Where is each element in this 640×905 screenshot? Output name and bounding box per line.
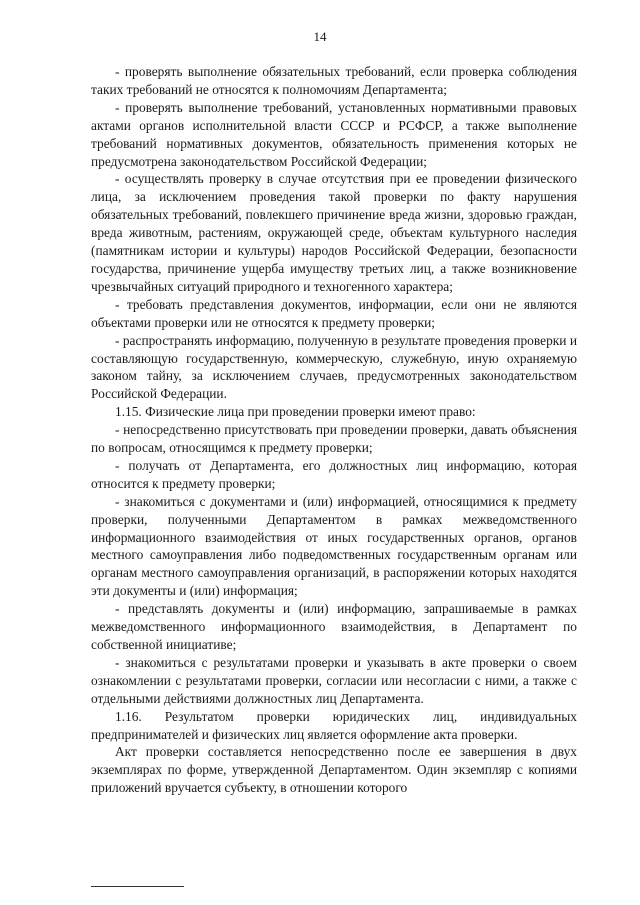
page-number: 14 bbox=[313, 29, 327, 44]
footnote-divider bbox=[91, 886, 184, 887]
paragraph-act: Акт проверки составляется непосредственно после ее завершения в двух экземплярах по форме, утвержденной Департаментом. Один экземпляр с копиями приложений вручается субъекту, в отношении которого bbox=[91, 744, 577, 796]
paragraph-prohibition-4: - требовать представления документов, информации, если они не являются объектами проверки или не относятся к предмету проверки; bbox=[91, 296, 577, 330]
document-body bbox=[91, 63, 577, 797]
paragraph-right-3: - знакомиться с документами и (или) информацией, относящимися к предмету проверки, полученными Департаментом в рамках межведомственного информационного взаимодействия от иных государственных органов, органов местного самоуправления либо подведомственных государственным органам или органам местного самоуправления организаций, в распоряжении которых находятся эти документы и (или) информация; bbox=[91, 493, 577, 599]
paragraph-right-1: - непосредственно присутствовать при проведении проверки, давать объяснения по вопросам, относящимся к предмету проверки; bbox=[91, 422, 577, 456]
paragraph-right-4: - представлять документы и (или) информацию, запрашиваемые в рамках межведомственного информационного взаимодействия, в Департамент по собственной инициативе; bbox=[91, 601, 577, 652]
paragraph-prohibition-5: - распространять информацию, полученную в результате проведения проверки и составляющую государственную, коммерческую, служебную, иную охраняемую законом тайну, за исключением случаев, предусмотренных законодательством Российской Федерации. bbox=[91, 332, 577, 402]
paragraph-prohibition-2: - проверять выполнение требований, установленных нормативными правовых актами органов исполнительной власти СССР и РСФСР, а также выполнение требований нормативных документов, обязательность применения которых не предусмотрена законодательством Российской Федерации; bbox=[91, 99, 577, 169]
section-1-15-heading: 1.15. Физические лица при проведении проверки имеют право: bbox=[115, 404, 476, 420]
paragraph-prohibition-1: - проверять выполнение обязательных требований, если проверка соблюдения таких требований не относятся к полномочиям Департамента; bbox=[91, 64, 577, 97]
section-1-16: 1.16. Результатом проверки юридических лиц, индивидуальных предпринимателей и физических лиц является оформление акта проверки. bbox=[91, 708, 577, 742]
paragraph-right-2: - получать от Департамента, его должностных лиц информацию, которая относится к предмету проверки; bbox=[91, 457, 577, 491]
paragraph-prohibition-3: - осуществлять проверку в случае отсутствия при ее проведении физического лица, за исключением проведения такой проверки по факту нарушения обязательных требований, повлекшего причинение вреда жизни, здоровью граждан, вреда животным, растениям, окружающей среде, объектам культурного наследия (памятникам истории и культуры) народов Российской Федерации, безопасности государства, причинение ущерба имуществу третьих лиц, а также возникновение чрезвычайных ситуаций природного и техногенного характера; bbox=[91, 171, 577, 294]
paragraph-right-5: - знакомиться с результатами проверки и указывать в акте проверки о своем ознакомлении с результатами проверки, согласии или несогласии с ними, а также с отдельными действиями должностных лиц Департамента. bbox=[91, 654, 577, 706]
